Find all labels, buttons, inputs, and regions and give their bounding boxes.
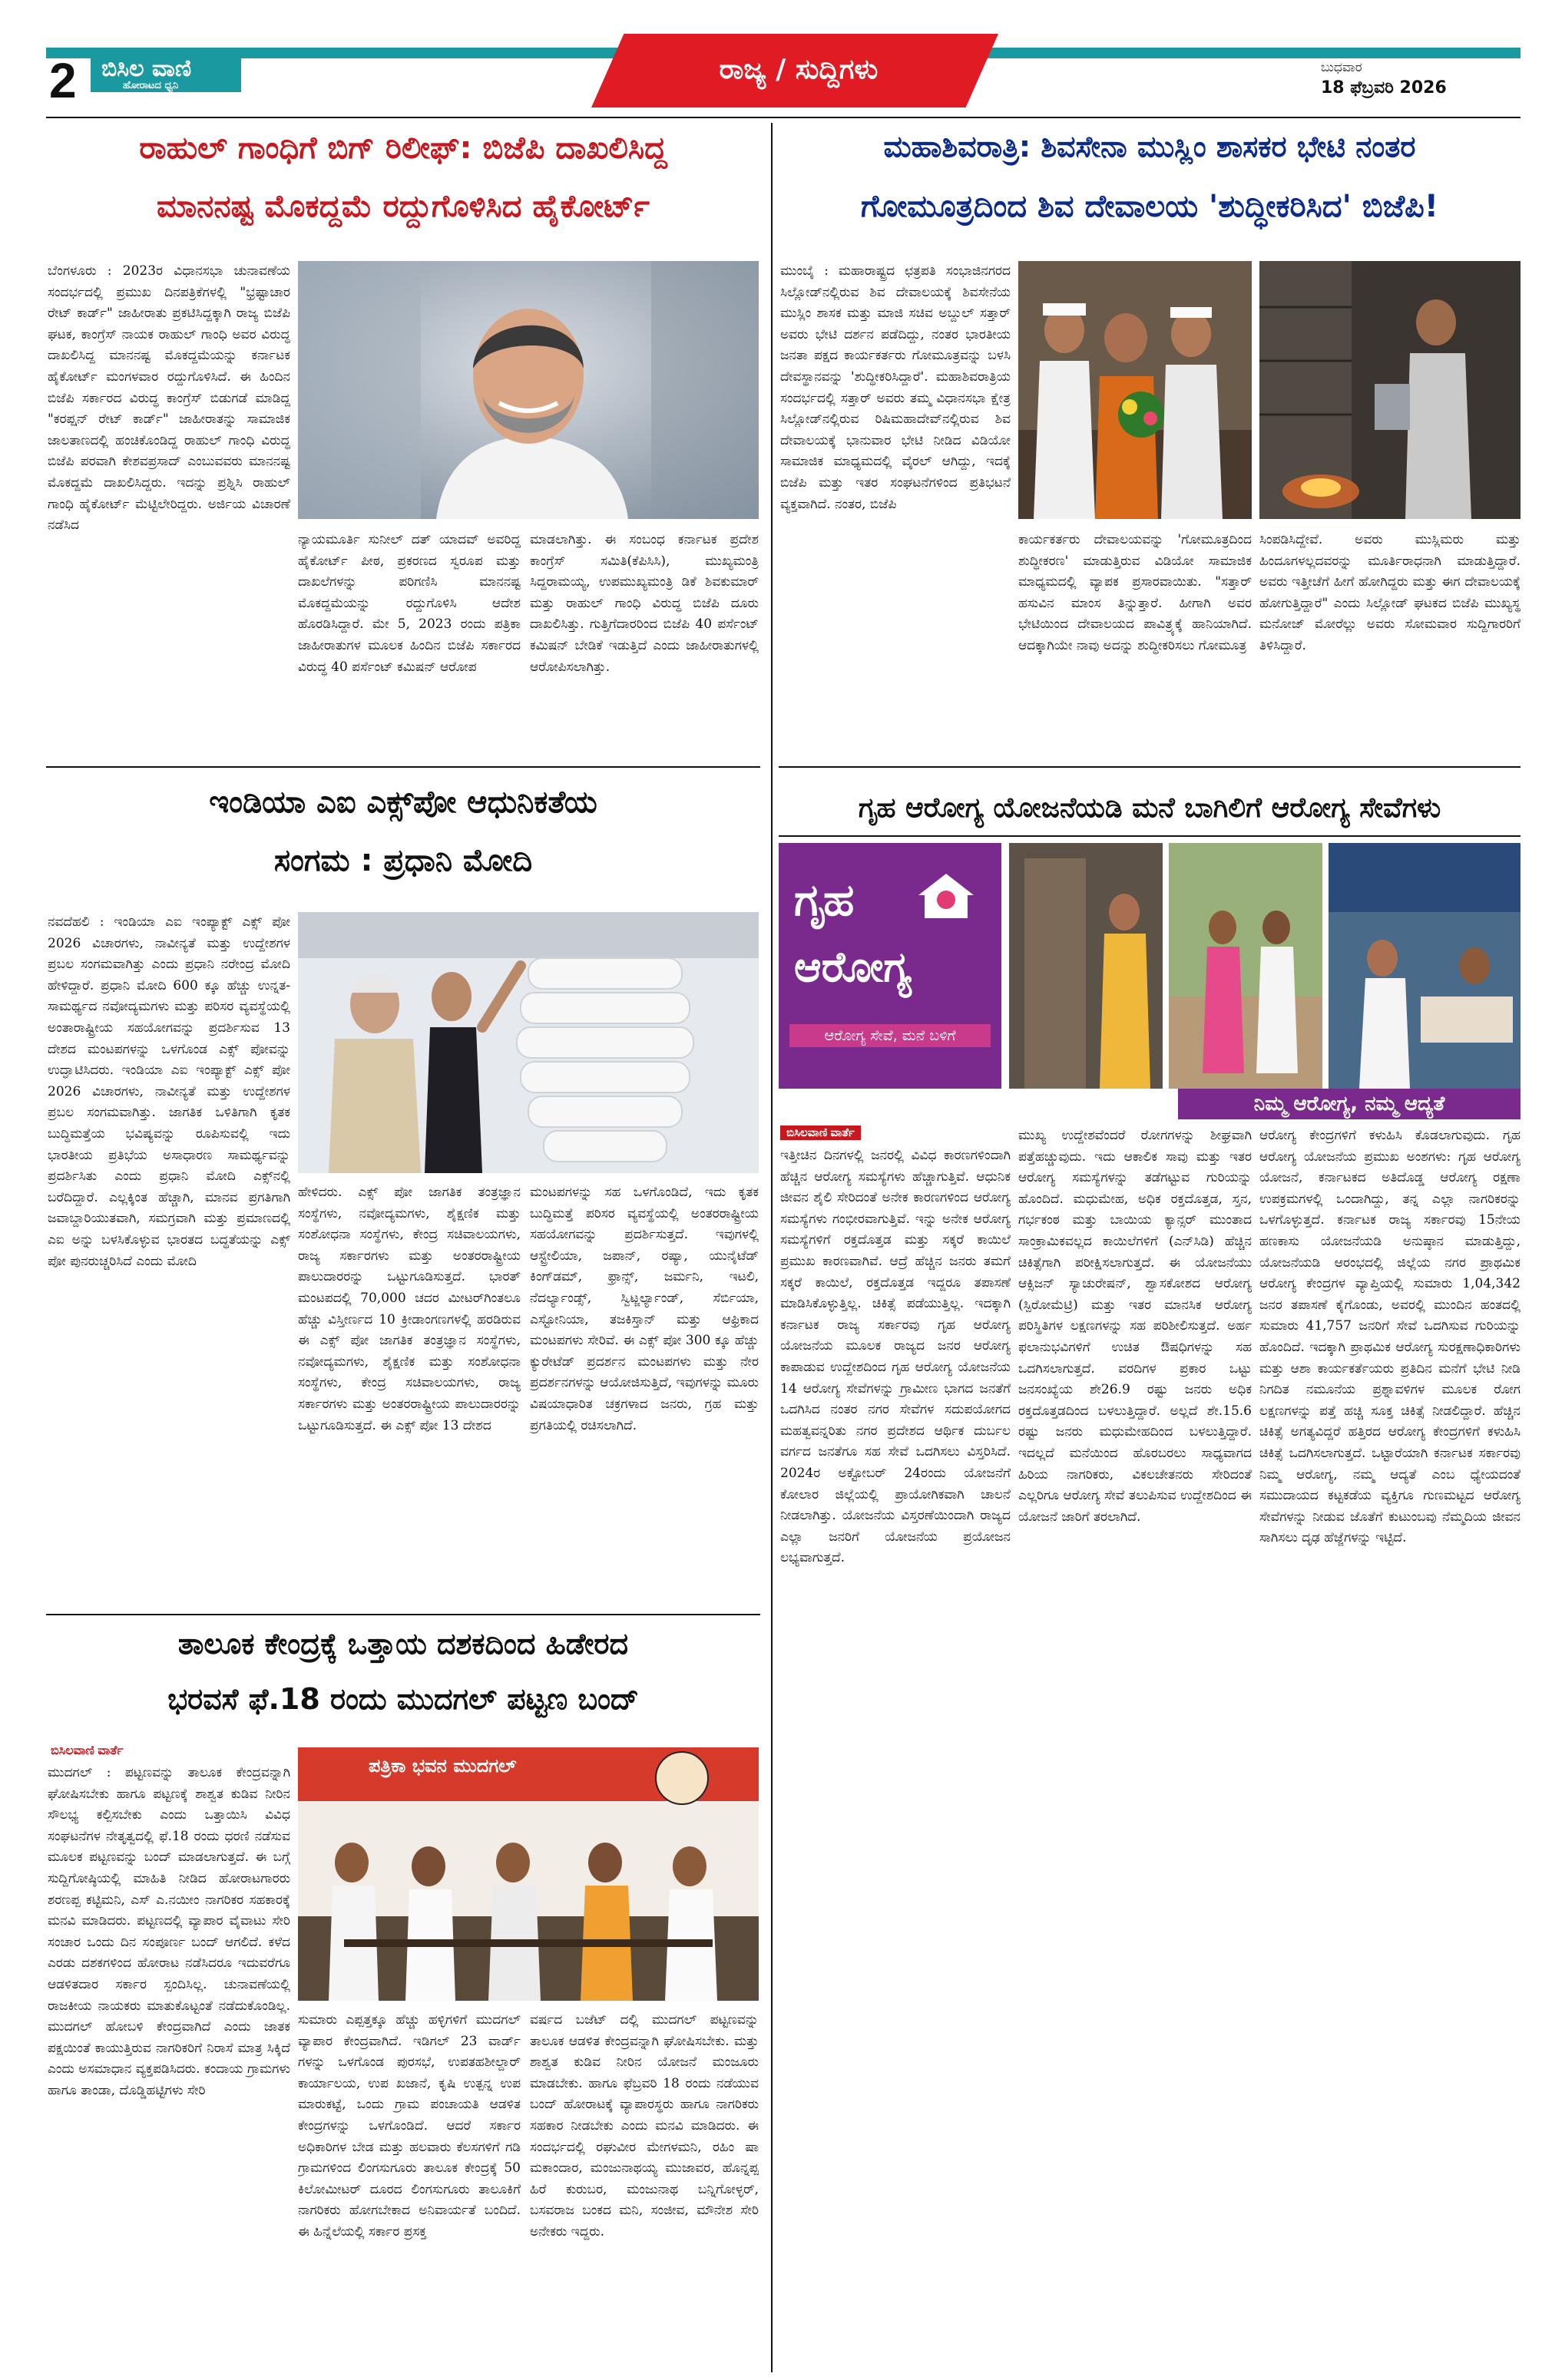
shivaratri-col3: ಸಿಂಪಡಿಸಿದ್ದೇವೆ. ಅವರು ಮುಸ್ಲಿಮರು ಮತ್ತು ಹಿಂದೂಗಳಲ್ಲದವರನ್ನು ಮೂರ್ತಿರಾಧನಾಗಿ ಮಾಡುತ್ತಿದ್ದಾರೆ. ಅವರು ಇತ್ತೀಚೆಗೆ ಹೀಗೆ ಹೋಗಿದ್ದರು ಮತ್ತು ಈಗ ದೇವಾಲಯಕ್ಕೆ ಹೋಗುತ್ತಿದ್ದಾರೆ" ಎಂದು ಸಿಲ್ಲೋಡ್ ಘಟಕದ ಬಿಜೆಪಿ ಮುಖ್ಯಸ್ಥ ಮನೋಜ್ ಮೋರೆಲ್ಲು ಅವರು ಸೋಮವಾರ ಸುದ್ದಿಗಾರರಿಗೆ ತಿಳಿಸಿದ್ದಾರೆ. <box>1259 532 1520 653</box>
ai-expo-headline-2: ಸಂಗಮ : ಪ್ರಧಾನಿ ಮೋದಿ <box>273 843 533 878</box>
brand-tagline: ಹೋರಾಟದ ಧ್ವನಿ <box>123 80 179 91</box>
page-number: 2 <box>49 53 77 108</box>
issue-date: 18 ಫೆಬ್ರವರಿ 2026 <box>1321 78 1447 98</box>
health-col2: ಇತ್ತೀಚಿನ ದಿನಗಳಲ್ಲಿ ಜನರಲ್ಲಿ ವಿವಿಧ ಕಾರಣಗಳಿಂದಾಗಿ ಹೆಚ್ಚಿನ ಆರೋಗ್ಯ ಸಮಸ್ಯೆಗಳು ಹೆಚ್ಚಾಗುತ್ತಿವೆ. ಆಧುನಿಕ ಜೀವನ ಶೈಲಿ ಸೇರಿದಂತೆ ಅನೇಕ ಕಾರಣಗಳಿಂದ ಆರೋಗ್ಯ ಸಮಸ್ಯೆಗಳು ಗಂಭೀರವಾಗುತ್ತಿವೆ. ಇನ್ನು ಅನೇಕ ಆರೋಗ್ಯ ಸಮಸ್ಯೆಗಳಿಗೆ ರಕ್ತದೊತ್ತಡ ಮತ್ತು ಸಕ್ಕರೆ ಕಾಯಿಲೆ ಪ್ರಮುಖ ಕಾರಣವಾಗಿವೆ. ಆದ್ರೆ ಹೆಚ್ಚಿನ ಜನರು ತಮಗೆ ಸಕ್ಕರೆ ಕಾಯಿಲೆ, ರಕ್ತದೊತ್ತಡ ಇದ್ದರೂ ತಪಾಸಣೆ ಮಾಡಿಸಿಕೊಳ್ಳುತ್ತಿಲ್ಲ. ಚಿಕಿತ್ಸೆ ಪಡೆಯುತ್ತಿಲ್ಲ. ಇದಕ್ಕಾಗಿ ಕರ್ನಾಟಕ ರಾಜ್ಯ ಸರ್ಕಾರವು ಗೃಹ ಆರೋಗ್ಯ ಯೋಜನೆಯ ಮೂಲಕ ರಾಜ್ಯದ ಜನರ ಆರೋಗ್ಯ ಕಾಪಾಡುವ ಉದ್ದೇಶದಿಂದ ಗೃಹ ಆರೋಗ್ಯ ಯೋಜನೆಯ 14 ಆರೋಗ್ಯ ಸೇವೆಗಳನ್ನು ಗ್ರಾಮೀಣ ಭಾಗದ ಜನತೆಗೆ ಒದಗಿಸಿದ ನಂತರ ನಗರ ಸೇವೆಗಳ ಸದುಪಯೋಗದ ಮಹತ್ವವನ್ನರಿತು ನಗರ ಪ್ರದೇಶದ ಆರ್ಥಿಕ ದುರ್ಬಲ ವರ್ಗದ ಜನತೆಗೂ ಸಹ ಸೇವೆ ಒದಗಿಸಲು ವಿಸ್ತರಿಸಿದೆ. 2024ರ ಅಕ್ಟೋಬರ್ 24ರಂದು ಯೋಜನೆಗೆ ಕೋಲಾರ ಜಿಲ್ಲೆಯಲ್ಲಿ ಪ್ರಾಯೋಗಿಕವಾಗಿ ಚಾಲನೆ ನೀಡಲಾಗಿತ್ತು. ಯೋಜನೆಯ ವಿಸ್ತರಣೆಯಿಂದಾಗಿ ರಾಜ್ಯದ ಎಲ್ಲಾ ಜನರಿಗೆ ಯೋಜನೆಯ ಪ್ರಯೋಜನ ಲಭ್ಯವಾಗುತ್ತದೆ. <box>780 1148 1011 1566</box>
ai-expo-col3: ಮಂಟಪಗಳನ್ನು ಸಹ ಒಳಗೊಂಡಿದೆ, ಇದು ಕೃತಕ ಬುದ್ಧಿಮತ್ತೆ ಪರಿಸರ ವ್ಯವಸ್ಥೆಯಲ್ಲಿ ಅಂತರರಾಷ್ಟ್ರೀಯ ಸಹಯೋಗವನ್ನು ಪ್ರದರ್ಶಿಸುತ್ತದೆ. ಇವುಗಳಲ್ಲಿ ಆಸ್ಟ್ರೇಲಿಯಾ, ಜಪಾನ್, ರಷ್ಯಾ, ಯುನೈಟೆಡ್ ಕಿಂಗ್‌ಡಮ್, ಫ್ರಾನ್ಸ್, ಜರ್ಮನಿ, ಇಟಲಿ, ನೆದರ್ಲ್ಯಾಂಡ್ಸ್, ಸ್ವಿಟ್ಜರ್ಲ್ಯಾಂಡ್, ಸೆರ್ಬಿಯಾ, ಎಸ್ಟೋನಿಯಾ, ತಜಕಿಸ್ತಾನ್ ಮತ್ತು ಆಫ್ರಿಕಾದ ಮಂಟಪಗಳು ಸೇರಿವೆ. ಈ ಎಕ್ಸ್ ಪೋ 300 ಕ್ಕೂ ಹೆಚ್ಚು ಕ್ಯುರೇಟೆಡ್ ಪ್ರದರ್ಶನ ಮಂಟಪಗಳು ಮತ್ತು ನೇರ ಪ್ರದರ್ಶನಗಳನ್ನು ಆಯೋಜಿಸುತ್ತಿದೆ, ಇವುಗಳನ್ನು ಮೂರು ವಿಷಯಾಧಾರಿತ ಚಕ್ರಗಳಾದ ಜನರು, ಗ್ರಹ ಮತ್ತು ಪ್ರಗತಿಯಲ್ಲಿ ರಚಿಸಲಾಗಿದೆ. <box>530 1185 759 1433</box>
health-photo-2 <box>1169 843 1322 1089</box>
rahul-photo <box>298 261 759 519</box>
health-logo <box>779 843 1001 1089</box>
rahul-headline-1: ರಾಹುಲ್ ಗಾಂಧಿಗೆ ಬಿಗ್ ರಿಲೀಫ್: ಬಿಜೆಪಿ ದಾಖಲಿಸಿದ್ದ <box>139 131 667 166</box>
rahul-col1: ಬೆಂಗಳೂರು : 2023ರ ವಿಧಾನಸಭಾ ಚುನಾವಣೆಯ ಸಂದರ್ಭದಲ್ಲಿ ಪ್ರಮುಖ ದಿನಪತ್ರಿಕೆಗಳಲ್ಲಿ "ಭ್ರಷ್ಟಾಚಾರ ರೇಟ್ ಕಾರ್ಡ್" ಜಾಹೀರಾತು ಪ್ರಕಟಿಸಿದ್ದಕ್ಕಾಗಿ ರಾಜ್ಯ ಬಿಜೆಪಿ ಘಟಕ, ಕಾಂಗ್ರೆಸ್ ನಾಯಕ ರಾಹುಲ್ ಗಾಂಧಿ ಅವರ ವಿರುದ್ಧ ದಾಖಲಿಸಿದ್ದ ಮಾನನಷ್ಟ ಮೊಕದ್ದಮೆಯನ್ನು ಕರ್ನಾಟಕ ಹೈಕೋರ್ಟ್ ಮಂಗಳವಾರ ರದ್ದುಗೊಳಿಸಿದೆ. ಈ ಹಿಂದಿನ ಬಿಜೆಪಿ ಸರ್ಕಾರದ ವಿರುದ್ಧ ಕಾಂಗ್ರೆಸ್ ಬಿಡುಗಡೆ ಮಾಡಿದ್ದ "ಕರಪ್ಷನ್ ರೇಟ್ ಕಾರ್ಡ್" ಜಾಹೀರಾತನ್ನು ಸಾಮಾಜಿಕ ಜಾಲತಾಣದಲ್ಲಿ ಹಂಚಿಕೊಂಡಿದ್ದ ರಾಹುಲ್ ಗಾಂಧಿ ವಿರುದ್ಧ ಬಿಜೆಪಿ ಪರವಾಗಿ ಕೇಶವಪ್ರಸಾದ್ ಎಂಬುವವರು ಮಾನನಷ್ಟ ಮೊಕದ್ದಮೆ ದಾಖಲಿಸಿದ್ದರು. ಇದನ್ನು ಪ್ರಶ್ನಿಸಿ ರಾಹುಲ್ ಗಾಂಧಿ ಹೈಕೋರ್ಟ್ ಮೆಟ್ಟಿಲೇರಿದ್ದರು. ಅರ್ಜಿಯ ವಿಚಾರಣೆ ನಡೆಸಿದ <box>48 263 290 534</box>
shivaratri-photo-2 <box>1259 261 1520 519</box>
health-photo-1 <box>1009 843 1163 1089</box>
rule-left-1 <box>46 766 760 768</box>
masthead <box>0 0 1542 108</box>
rule-left-2 <box>46 1614 760 1615</box>
rule-top <box>46 117 1520 118</box>
health-banner <box>779 835 1520 1119</box>
rahul-headline-2: ಮಾನನಷ್ಟ ಮೊಕದ್ದಮೆ ರದ್ದುಗೊಳಿಸಿದ ಹೈಕೋರ್ಟ್ <box>157 189 650 224</box>
rule-right-1 <box>779 766 1520 768</box>
shivaratri-headline-1: ಮಹಾಶಿವರಾತ್ರಿ: ಶಿವಸೇನಾ ಮುಸ್ಲಿಂ ಶಾಸಕರ ಭೇಟಿ ನಂತರ <box>883 130 1416 164</box>
shivaratri-headline-2: ಗೋಮೂತ್ರದಿಂದ ಶಿವ ದೇವಾಲಯ 'ಶುದ್ಧೀಕರಿಸಿದ' ಬಿಜೆಪಿ! <box>860 189 1439 224</box>
brand-name: ಬಿಸಿಲ ವಾಣಿ <box>101 55 192 82</box>
rahul-col2: ನ್ಯಾಯಮೂರ್ತಿ ಸುನೀಲ್ ದತ್ ಯಾದವ್ ಅವರಿದ್ದ ಹೈಕೋರ್ಟ್ ಪೀಠ, ಪ್ರಕರಣದ ಸ್ವರೂಪ ಮತ್ತು ದಾಖಲೆಗಳನ್ನು ಪರಿಗಣಿಸಿ ಮಾನನಷ್ಟ ಮೊಕದ್ದಮೆಯನ್ನು ರದ್ದುಗೊಳಿಸಿ ಆದೇಶ ಹೊರಡಿಸಿದ್ದಾರೆ. ಮೇ 5, 2023 ರಂದು ಪತ್ರಿಕಾ ಜಾಹೀರಾತುಗಳ ಮೂಲಕ ಹಿಂದಿನ ಬಿಜೆಪಿ ಸರ್ಕಾರದ ವಿರುದ್ಧ 40 ಪರ್ಸೆಂಟ್ ಕಮಿಷನ್ ಆರೋಪ <box>298 532 521 675</box>
rule-center <box>771 123 773 2372</box>
health-col3: ಆರೋಗ್ಯ ಕೇಂದ್ರಗಳಿಗೆ ಕಳುಹಿಸಿ ಕೊಡಲಾಗುವುದು. ಗೃಹ ಆರೋಗ್ಯ ಯೋಜನೆಯ ಪ್ರಮುಖ ಅಂಶಗಳು: ಗೃಹ ಆರೋಗ್ಯ ಯೋಜನೆ, ಕರ್ನಾಟಕದ ಅತಿದೊಡ್ಡ ಆರೋಗ್ಯ ರಕ್ಷಣಾ ಉಪಕ್ರಮಗಳಲ್ಲಿ ಒಂದಾಗಿದ್ದು, ತನ್ನ ಎಲ್ಲಾ ನಾಗರಿಕರನ್ನು ಒಳಗೊಳ್ಳುತ್ತದೆ. ಕರ್ನಾಟಕ ರಾಜ್ಯ ಸರ್ಕಾರವು 15ನೇಯ ಹಣಕಾಸು ಯೋಜನೆಯಡಿ ಅನುಷ್ಠಾನ ಮಾಡುತ್ತಿದ್ದು, ಯೋಜನೆಯಡಿ ಆರಂಭದಲ್ಲಿ ಜಿಲ್ಲೆಯ ನಗರ ಪ್ರಾಥಮಿಕ ಆರೋಗ್ಯ ಕೇಂದ್ರಗಳ ವ್ಯಾಪ್ತಿಯಲ್ಲಿ ಸುಮಾರು 1,04,342 ಜನರ ತಪಾಸಣೆ ಕೈಗೊಂಡು, ಅವರಲ್ಲಿ ಮುಂದಿನ ಹಂತದಲ್ಲಿ ಸುಮಾರು 41,757 ಜನರಿಗೆ ಸೇವೆ ಒದಗಿಸುವ ಗುರಿಯನ್ನು ಹೊಂದಿದೆ. ಇದಕ್ಕಾಗಿ ಪ್ರಾಥಮಿಕ ಆರೋಗ್ಯ ಸುರಕ್ಷಣಾಧಿಕಾರಿಗಳು ಮತ್ತು ಆಶಾ ಕಾರ್ಯಕರ್ತೆಯರು ಪ್ರತಿದಿನ ಮನೆಗೆ ಭೇಟಿ ನೀಡಿ ನಿಗದಿತ ನಮೂನೆಯ ಪ್ರಶ್ನಾವಳಿಗಳ ಮೂಲಕ ರೋಗ ಲಕ್ಷಣಗಳನ್ನು ಪತ್ತೆ ಹಚ್ಚಿ ಸೂಕ್ತ ಚಿಕಿತ್ಸೆ ನೀಡಲಿದ್ದಾರೆ. ಹೆಚ್ಚಿನ ಚಿಕಿತ್ಸೆ ಅಗತ್ಯವಿದ್ದರೆ ಹತ್ತಿರದ ಆರೋಗ್ಯ ಕೇಂದ್ರಗಳಿಗೆ ಕಳುಹಿಸಿ ಚಿಕಿತ್ಸೆ ಒದಗಿಸಲಾಗುತ್ತದೆ. ಒಟ್ಟಾರೆಯಾಗಿ ಕರ್ನಾಟಕ ಸರ್ಕಾರವು ನಿಮ್ಮ ಆರೋಗ್ಯ, ನಮ್ಮ ಆದ್ಯತೆ ಎಂಬ ಧ್ಯೇಯದಂತೆ ಸಮುದಾಯದ ಕಟ್ಟಕಡೆಯ ವ್ಯಕ್ತಿಗೂ ಗುಣಮಟ್ಟದ ಆರೋಗ್ಯ ಸೇವೆಗಳನ್ನು ನೀಡುವ ಜೊತೆಗೆ ಕುಟುಂಬವು ನೆಮ್ಮದಿಯ ಜೀವನ ಸಾಗಿಸಲು ದೃಢ ಹೆಜ್ಜೆಗಳನ್ನು ಇಟ್ಟಿದೆ. <box>1259 1128 1520 1546</box>
taluk-col2: ಸುಮಾರು ಎಪ್ಪತ್ತಕ್ಕೂ ಹೆಚ್ಚು ಹಳ್ಳಿಗಳಿಗೆ ಮುದಗಲ್ ವ್ಯಾಪಾರ ಕೇಂದ್ರವಾಗಿದೆ. ಇಡಿಗಲ್ 23 ವಾರ್ಡ್ ಗಳನ್ನು ಒಳಗೊಂಡ ಪುರಸಭೆ, ಉಪತಹಶೀಲ್ದಾರ್ ಕಾರ್ಯಾಲಯ, ಉಪ ಖಜಾನೆ, ಕೃಷಿ ಉತ್ಪನ್ನ ಉಪ ಮಾರುಕಟ್ಟೆ, ಒಂದು ಗ್ರಾಮ ಪಂಚಾಯತಿ ಆಡಳಿತ ಕೇಂದ್ರಗಳನ್ನು ಒಳಗೊಂಡಿದೆ. ಆದರೆ ಸರ್ಕಾರ ಅಧಿಕಾರಿಗಳ ಬೇಡ ಮತ್ತು ಹಲವಾರು ಕೆಲಸಗಳಿಗೆ ಗಡಿ ಗ್ರಾಮಗಳಿಂದ ಲಿಂಗಸುಗೂರು ತಾಲೂಕ ಕೇಂದ್ರಕ್ಕೆ 50 ಕಿಲೋಮೀಟರ್ ದೂರದ ಲಿಂಗಸುಗೂರು ತಾಲೂಕಿಗೆ ನಾಗರಿಕರು ಹೋಗಬೇಕಾದ ಅನಿವಾರ್ಯತೆ ಬಂದಿದೆ. ಈ ಹಿನ್ನೆಲೆಯಲ್ಲಿ ಸರ್ಕಾರ ಪ್ರಸಕ್ತ <box>298 2012 521 2240</box>
health-banner-footer: ನಿಮ್ಮ ಆರೋಗ್ಯ, ನಮ್ಮ ಆದ್ಯತೆ <box>1178 1089 1520 1119</box>
ai-expo-col2: ಹೇಳಿದರು. ಎಕ್ಸ್ ಪೋ ಜಾಗತಿಕ ತಂತ್ರಜ್ಞಾನ ಸಂಸ್ಥೆಗಳು, ನವೋದ್ಯಮಗಳು, ಶೈಕ್ಷಣಿಕ ಮತ್ತು ಸಂಶೋಧನಾ ಸಂಸ್ಥೆಗಳು, ಕೇಂದ್ರ ಸಚಿವಾಲಯಗಳು, ರಾಜ್ಯ ಸರ್ಕಾರಗಳು ಮತ್ತು ಅಂತರರಾಷ್ಟ್ರೀಯ ಪಾಲುದಾರರನ್ನು ಒಟ್ಟುಗೂಡಿಸುತ್ತದೆ. ಭಾರತ್ ಮಂಟಪದಲ್ಲಿ 70,000 ಚದರ ಮೀಟರ್‌ಗಿಂತಲೂ ಹೆಚ್ಚು ವಿಸ್ತೀರ್ಣದ 10 ಕ್ರೀಡಾಂಗಣಗಳಲ್ಲಿ ಹರಡಿರುವ ಈ ಎಕ್ಸ್ ಪೋ ಜಾಗತಿಕ ತಂತ್ರಜ್ಞಾನ ಸಂಸ್ಥೆಗಳು, ನವೋದ್ಯಮಗಳು, ಶೈಕ್ಷಣಿಕ ಮತ್ತು ಸಂಶೋಧನಾ ಸಂಸ್ಥೆಗಳು, ಕೇಂದ್ರ ಸಚಿವಾಲಯಗಳು, ರಾಜ್ಯ ಸರ್ಕಾರಗಳು ಮತ್ತು ಅಂತರರಾಷ್ಟ್ರೀಯ ಪಾಲುದಾರರನ್ನು ಒಟ್ಟುಗೂಡಿಸುತ್ತದೆ. ಈ ಎಕ್ಸ್ ಪೋ 13 ದೇಶದ <box>298 1185 521 1433</box>
taluk-col1: ಮುದಗಲ್ : ಪಟ್ಟಣವನ್ನು ತಾಲೂಕ ಕೇಂದ್ರವನ್ನಾಗಿ ಘೋಷಿಸಬೇಕು ಹಾಗೂ ಪಟ್ಟಣಕ್ಕೆ ಶಾಶ್ವತ ಕುಡಿವ ನೀರಿನ ಸೌಲಭ್ಯ ಕಲ್ಪಿಸಬೇಕು ಎಂದು ಒತ್ತಾಯಿಸಿ ವಿವಿಧ ಸಂಘಟನೆಗಳ ನೇತೃತ್ವದಲ್ಲಿ ಫೆ.18 ರಂದು ಧರಣಿ ನಡೆಸುವ ಮೂಲಕ ಪಟ್ಟಣವನ್ನು ಬಂದ್ ಮಾಡಲಾಗುತ್ತದೆ. ಈ ಬಗ್ಗೆ ಸುದ್ದಿಗೋಷ್ಠಿಯಲ್ಲಿ ಮಾಹಿತಿ ನೀಡಿದ ಹೋರಾಟಗಾರರು ಶರಣಪ್ಪ ಕಟ್ಟಿಮನಿ, ಎಸ್ ಎ.ನಯೀಂ ನಾಗರಿಕರ ಸಹಕಾರಕ್ಕೆ ಮನವಿ ಮಾಡಿದರು. ಪಟ್ಟಣದಲ್ಲಿ ವ್ಯಾಪಾರ ವೈವಾಟು ಸೇರಿ ಸಂಚಾರ ಒಂದು ದಿನ ಸಂಪೂರ್ಣ ಬಂದ್ ಆಗಲಿದೆ. ಕಳೆದ ಎರಡು ದಶಕಗಳಿಂದ ಹೋರಾಟ ನಡೆಸಿದರೂ ಇದುವರೆಗೂ ಆಡಳಿತದಾರ ಸರ್ಕಾರ ಸ್ಪಂದಿಸಿಲ್ಲ. ಚುನಾವಣೆಯಲ್ಲಿ ರಾಜಕೀಯ ನಾಯಕರು ಮಾತುಕೊಟ್ಟಂತೆ ನಡೆದುಕೊಂಡಿಲ್ಲ. ಮುದಗಲ್ ಹೋಬಳಿ ಕೇಂದ್ರವಾಗಿದೆ ಎಂದು ಜಾತಕ ಪಕ್ಷಯಿಂತೆ ಕಾಯುತ್ತಿರುವ ನಾಗರಿಕರಿಗೆ ನಿರಾಸೆ ಮಾತ್ರ ಸಿಕ್ಕಿದೆ ಎಂದು ಅಸಮಾಧಾನ ವ್ಯಕ್ತಪಡಿಸಿದರು. ಕಂದಾಯ ಗ್ರಾಮಗಳು ಹಾಗೂ ತಾಂಡಾ, ದೊಡ್ಡಿಹಟ್ಟಿಗಳು ಸೇರಿ <box>48 1765 290 2098</box>
rahul-col3: ಮಾಡಲಾಗಿತ್ತು. ಈ ಸಂಬಂಧ ಕರ್ನಾಟಕ ಪ್ರದೇಶ ಕಾಂಗ್ರೆಸ್ ಸಮಿತಿ(ಕೆಪಿಸಿಸಿ), ಮುಖ್ಯಮಂತ್ರಿ ಸಿದ್ದರಾಮಯ್ಯ, ಉಪಮುಖ್ಯಮಂತ್ರಿ ಡಿಕೆ ಶಿವಕುಮಾರ್ ಮತ್ತು ರಾಹುಲ್ ಗಾಂಧಿ ವಿರುದ್ಧ ಬಿಜೆಪಿ ದೂರು ದಾಖಲಿಸಿತ್ತು. ಗುತ್ತಿಗೆದಾರರಿಂದ ಬಿಜೆಪಿ 40 ಪರ್ಸೆಂಟ್ ಕಮಿಷನ್ ಬೇಡಿಕೆ ಇಡುತ್ತಿದೆ ಎಂದು ಜಾಹೀರಾತುಗಳಲ್ಲಿ ಆರೋಪಿಸಲಾಗಿತ್ತು. <box>530 532 759 675</box>
health-photo-3 <box>1329 843 1520 1089</box>
health-logo-subtitle: ಆರೋಗ್ಯ ಸೇವೆ, ಮನೆ ಬಳಿಗೆ <box>789 1024 991 1047</box>
taluk-photo-banner: ಪತ್ರಿಕಾ ಭವನ ಮುದಗಲ್ <box>369 1755 517 1777</box>
ai-expo-headline-1: ಇಂಡಿಯಾ ಎಐ ಎಕ್ಸ್‌ಪೋ ಆಧುನಿಕತೆಯ <box>209 785 597 820</box>
health-byline: ಬಿಸಿಲವಾಣಿ ವಾರ್ತೆ <box>780 1126 861 1140</box>
health-headline: ಗೃಹ ಆರೋಗ್ಯ ಯೋಜನೆಯಡಿ ಮನೆ ಬಾಗಿಲಿಗೆ ಆರೋಗ್ಯ ಸೇವೆಗಳು <box>858 792 1441 824</box>
ai-expo-photo <box>298 912 759 1173</box>
health-logo-line-2: ಆರೋಗ್ಯ <box>794 943 912 991</box>
issue-day: ಬುಧವಾರ <box>1321 60 1362 75</box>
house-icon <box>914 869 978 923</box>
shivaratri-col2: ಕಾರ್ಯಕರ್ತರು ದೇವಾಲಯವನ್ನು 'ಗೋಮೂತ್ರದಿಂದ ಶುದ್ಧೀಕರಣ' ಮಾಡುತ್ತಿರುವ ವಿಡಿಯೋ ಸಾಮಾಜಿಕ ಮಾಧ್ಯಮದಲ್ಲಿ ವ್ಯಾಪಕ ಪ್ರಸಾರವಾಯಿತು. "ಸತ್ತಾರ್ ಹಸುವಿನ ಮಾಂಸ ತಿನ್ನುತ್ತಾರೆ. ಹೀಗಾಗಿ ಅವರ ಭೇಟಿಯಿಂದ ದೇವಾಲಯದ ಪಾವಿತ್ರ್ಯಕ್ಕೆ ಹಾನಿಯಾಗಿದೆ. ಆದಕ್ಕಾಗಿಯೇ ನಾವು ಅದನ್ನು ಶುದ್ಧೀಕರಿಸಲು ಗೋಮೂತ್ರ <box>1018 532 1252 653</box>
section-title: ರಾಜ್ಯ / ಸುದ್ದಿಗಳು <box>719 54 879 85</box>
taluk-headline-2: ಭರವಸೆ ಫೆ.18 ರಂದು ಮುದಗಲ್ ಪಟ್ಟಣ ಬಂದ್ <box>167 1682 639 1716</box>
taluk-col3: ವರ್ಷದ ಬಜೆಟ್ ದಲ್ಲಿ ಮುದಗಲ್ ಪಟ್ಟಣವನ್ನು ತಾಲೂಕ ಆಡಳಿತ ಕೇಂದ್ರವನ್ನಾಗಿ ಘೋಷಿಸಬೇಕು. ಮತ್ತು ಶಾಶ್ವತ ಕುಡಿವ ನೀರಿನ ಯೋಜನೆ ಮಂಜೂರು ಮಾಡಬೇಕು. ಹಾಗೂ ಫೆಬ್ರವರಿ 18 ರಂದು ನಡೆಯುವ ಬಂದ್ ಹೋರಾಟಕ್ಕೆ ವ್ಯಾಪಾರಸ್ಥರು ಹಾಗೂ ನಾಗರಿಕರು ಸಹಕಾರ ನೀಡಬೇಕು ಎಂದು ಮನವಿ ಮಾಡಿದರು. ಈ ಸಂದರ್ಭದಲ್ಲಿ ರಘುವೀರ ಮೇಗಳಮನಿ, ರಹಿಂ ಷಾ ಮಕಾಂದಾರ, ಮಂಜುನಾಥಯ್ಯ ಮುಜಾವರ, ಹೊನ್ನಪ್ಪ ಹಿರೆ ಕುರುಬರ, ಮಂಜುನಾಥ ಬನ್ನಿಗೋಳ್ಳರ್, ಬಸವರಾಜ ಬಂಕದ ಮನಿ, ಸಂಜೀವ, ಮೌನೇಶ ಸೇರಿ ಅನೇಕರು ಇದ್ದರು. <box>530 2012 759 2240</box>
shivaratri-photo-1 <box>1018 261 1252 519</box>
ai-expo-col1: ನವದೆಹಲಿ : ಇಂಡಿಯಾ ಎಐ ಇಂಪ್ಯಾಕ್ಟ್ ಎಕ್ಸ್ ಪೋ 2026 ವಿಚಾರಗಳು, ನಾವೀನ್ಯತೆ ಮತ್ತು ಉದ್ದೇಶಗಳ ಪ್ರಬಲ ಸಂಗಮವಾಗಿತ್ತು ಎಂದು ಪ್ರಧಾನಿ ನರೇಂದ್ರ ಮೋದಿ ಹೇಳಿದ್ದಾರೆ. ಪ್ರಧಾನಿ ಮೋದಿ 600 ಕ್ಕೂ ಹೆಚ್ಚು ಉನ್ನತ-ಸಾಮರ್ಥ್ಯದ ನವೋದ್ಯಮಗಳು ಮತ್ತು ಪರಿಸರ ವ್ಯವಸ್ಥೆಯಲ್ಲಿ ಅಂತಾರಾಷ್ಟ್ರೀಯ ಸಹಯೋಗವನ್ನು ಪ್ರದರ್ಶಿಸುವ 13 ದೇಶದ ಮಂಟಪಗಳನ್ನು ಒಳಗೊಂಡ ಎಕ್ಸ್ ಪೋವನ್ನು ಉದ್ಘಾಟಿಸಿದರು. ಇಂಡಿಯಾ ಎಐ ಇಂಪ್ಯಾಕ್ಟ್ ಎಕ್ಸ್ ಪೋ 2026 ವಿಚಾರಗಳು, ನಾವೀನ್ಯತೆ ಮತ್ತು ಉದ್ದೇಶಗಳ ಪ್ರಬಲ ಸಂಗಮವಾಗಿತ್ತು. ಜಾಗತಿಕ ಒಳಿತಿಗಾಗಿ ಕೃತಕ ಬುದ್ಧಿಮತ್ತೆಯ ಭವಿಷ್ಯವನ್ನು ರೂಪಿಸುವಲ್ಲಿ ಇದು ಭಾರತೀಯ ಪ್ರತಿಭೆಯ ಅಸಾಧಾರಣ ಸಾಮರ್ಥ್ಯವನ್ನು ಪ್ರದರ್ಶಿಸಿತು ಎಂದು ಪ್ರಧಾನಿ ಮೋದಿ ಎಕ್ಸ್‌ನಲ್ಲಿ ಬರೆದಿದ್ದಾರೆ. ಎಲ್ಲಕ್ಕಿಂತ ಹೆಚ್ಚಾಗಿ, ಮಾನವ ಪ್ರಗತಿಗಾಗಿ ಜವಾಬ್ದಾರಿಯುತವಾಗಿ, ಸಮಗ್ರವಾಗಿ ಮತ್ತು ಪ್ರಮಾಣದಲ್ಲಿ ಎಐ ಅನ್ನು ಬಳಸಿಕೊಳ್ಳುವ ಭಾರತದ ಬದ್ಧತೆಯನ್ನು ಎಕ್ಸ್ ಪೋ ಪುನರುಚ್ಚರಿಸಿದೆ ಎಂದು ಮೋದಿ <box>48 914 290 1269</box>
shivaratri-col1: ಮುಂಬೈ : ಮಹಾರಾಷ್ಟ್ರದ ಛತ್ರಪತಿ ಸಂಭಾಜಿನಗರದ ಸಿಲ್ಲೋಡ್‌ನಲ್ಲಿರುವ ಶಿವ ದೇವಾಲಯಕ್ಕೆ ಶಿವಸೇನೆಯ ಮುಸ್ಲಿಂ ಶಾಸಕ ಮತ್ತು ಮಾಜಿ ಸಚಿವ ಅಬ್ದುಲ್ ಸತ್ತಾರ್ ಅವರು ಭೇಟಿ ದರ್ಶನ ಪಡೆದಿದ್ದು, ನಂತರ ಭಾರತೀಯ ಜನತಾ ಪಕ್ಷದ ಕಾರ್ಯಕರ್ತರು ಗೋಮೂತ್ರವನ್ನು ಬಳಸಿ ದೇವಸ್ಥಾನವನ್ನು 'ಶುದ್ಧೀಕರಿಸಿದ್ದಾರೆ'. ಮಹಾಶಿವರಾತ್ರಿಯ ಸಂದರ್ಭದಲ್ಲಿ ಸತ್ತಾರ್ ಅವರು ತಮ್ಮ ವಿಧಾನಸಭಾ ಕ್ಷೇತ್ರ ಸಿಲ್ಲೋಡ್‌ನಲ್ಲಿರುವ ರಿಷಿಮಹಾದೇವ್‌ನಲ್ಲಿರುವ ಶಿವ ದೇವಾಲಯಕ್ಕೆ ಭಾನುವಾರ ಭೇಟಿ ನೀಡಿದ ವಿಡಿಯೋ ಸಾಮಾಜಿಕ ಮಾಧ್ಯಮದಲ್ಲಿ ವೈರಲ್ ಆಗಿದ್ದು, ಇದಕ್ಕೆ ಬಿಜೆಪಿ ಮತ್ತು ಇತರ ಸಂಘಟನೆಗಳಿಂದ ಪ್ರತಿಭಟನೆ ವ್ಯಕ್ತವಾಗಿದೆ. ನಂತರ, ಬಿಜೆಪಿ <box>780 263 1011 512</box>
taluk-photo <box>298 1747 759 2001</box>
health-logo-line-1: ಗೃಹ <box>794 874 855 926</box>
health-col1: ಮುಖ್ಯ ಉದ್ದೇಶವೆಂದರೆ ರೋಗಗಳನ್ನು ಶೀಘ್ರವಾಗಿ ಪತ್ತೆಹಚ್ಚುವುದು. ಇದು ಆಕಾಲಿಕ ಸಾವು ಮತ್ತು ಇತರ ಆರೋಗ್ಯ ಸಮಸ್ಯೆಗಳನ್ನು ತಡೆಗಟ್ಟುವ ಗುರಿಯನ್ನು ಹೊಂದಿದೆ. ಮಧುಮೇಹ, ಅಧಿಕ ರಕ್ತದೊತ್ತಡ, ಸ್ತನ, ಗರ್ಭಕಂಠ ಮತ್ತು ಬಾಯಿಯ ಕ್ಯಾನ್ಸರ್ ಮುಂತಾದ ಸಾಂಕ್ರಾಮಿಕವಲ್ಲದ ಕಾಯಿಲೆಗಳಿಗೆ (ಎನ್‌ಸಿಡಿ) ಹೆಚ್ಚಿನ ಚಿಕಿತ್ಸೆಗಾಗಿ ಪರೀಕ್ಷಿಸಲಾಗುತ್ತದೆ. ಈ ಯೋಜನೆಯು ಆಕ್ಸಿಜನ್ ಸ್ಯಾಚುರೇಷನ್, ಶ್ವಾಸಕೋಶದ ಆರೋಗ್ಯ (ಸ್ಪಿರೋಮೆಟ್ರಿ) ಮತ್ತು ಇತರ ಮಾನಸಿಕ ಆರೋಗ್ಯ ಪರಿಸ್ಥಿತಿಗಳ ಲಕ್ಷಣಗಳನ್ನು ಸಹ ಪರಿಶೀಲಿಸುತ್ತದೆ. ಅರ್ಹ ಫಲಾನುಭವಿಗಳಿಗೆ ಉಚಿತ ಔಷಧಿಗಳನ್ನು ಸಹ ಒದಗಿಸಲಾಗುತ್ತದೆ. ವರದಿಗಳ ಪ್ರಕಾರ ಒಟ್ಟು ಜನಸಂಖ್ಯೆಯ ಶೇ26.9 ರಷ್ಟು ಜನರು ಅಧಿಕ ರಕ್ತದೊತ್ತಡದಿಂದ ಬಳಲುತ್ತಿದ್ದಾರೆ. ಅಲ್ಲದೆ ಶೇ.15.6 ರಷ್ಟು ಜನರು ಮಧುಮೇಹದಿಂದ ಬಳಲುತ್ತಿದ್ದಾರೆ. ಇದಲ್ಲದೆ ಮನೆಯಿಂದ ಹೊರಬರಲು ಸಾಧ್ಯವಾಗದ ಹಿರಿಯ ನಾಗರಿಕರು, ವಿಕಲಚೇತನರು ಸೇರಿದಂತೆ ಎಲ್ಲರಿಗೂ ಆರೋಗ್ಯ ಸೇವೆ ತಲುಪಿಸುವ ಉದ್ದೇಶದಿಂದ ಈ ಯೋಜನೆ ಜಾರಿಗೆ ತರಲಾಗಿದೆ. <box>1018 1128 1252 1525</box>
taluk-headline-1: ತಾಲೂಕ ಕೇಂದ್ರಕ್ಕೆ ಒತ್ತಾಯ ದಶಕದಿಂದ ಹಿಡೇರದ <box>177 1627 629 1661</box>
taluk-byline: ಬಿಸಿಲವಾಣಿ ವಾರ್ತೆ <box>51 1744 124 1757</box>
